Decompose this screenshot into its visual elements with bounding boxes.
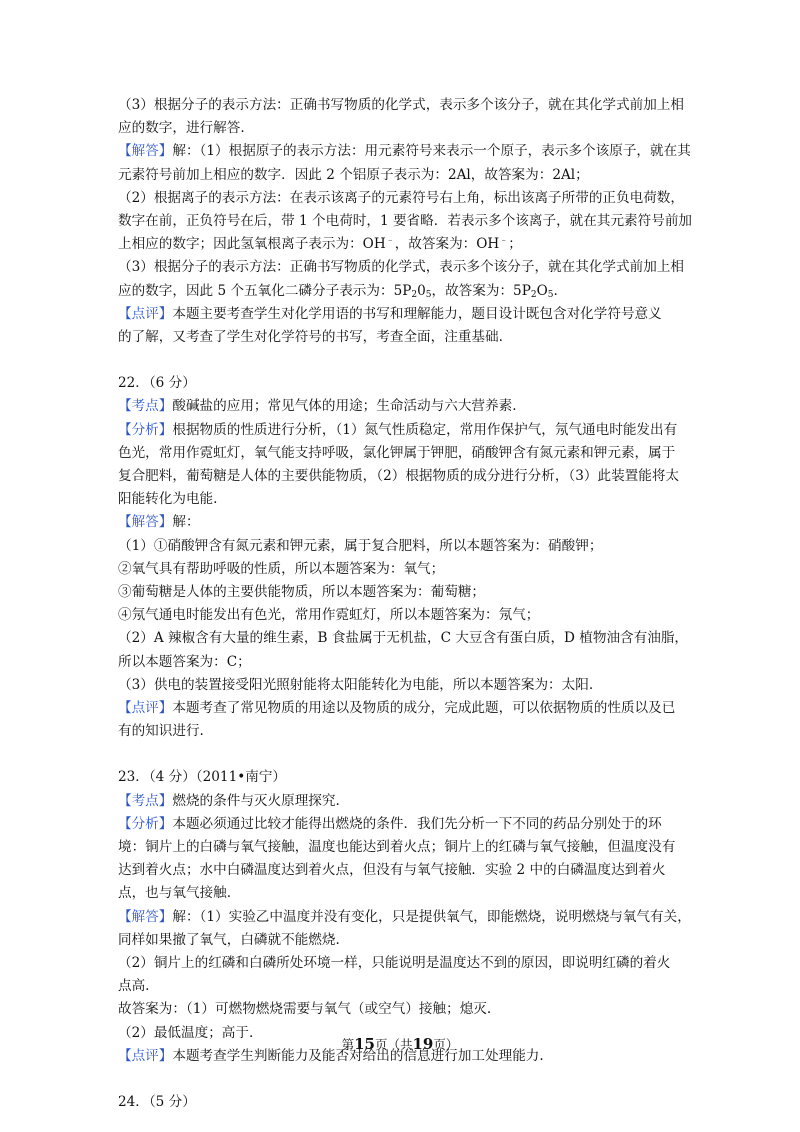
- text: 同样如果撤了氧气，白磷就不能燃烧.: [118, 931, 340, 948]
- footer-text: 页）: [433, 1037, 459, 1052]
- text: ④氖气通电时能发出有色光，常用作霓虹灯，所以本题答案为：氖气；: [118, 607, 540, 624]
- text: 有的知识进行.: [118, 723, 204, 740]
- text: （1）①硝酸钾含有氮元素和钾元素，属于复合肥料，所以本题答案为：硝酸钾；: [118, 537, 603, 554]
- subscript: 5: [547, 289, 554, 300]
- review-tag: 【点评】: [118, 305, 173, 322]
- text-line: [118, 604, 690, 627]
- text-line: [118, 465, 690, 488]
- review-tag: 【点评】: [118, 1047, 173, 1064]
- text: 解：: [172, 514, 200, 531]
- spacer: [118, 1068, 690, 1091]
- text-line: [118, 720, 690, 743]
- text: 点高.: [118, 978, 150, 995]
- question-header: [118, 372, 690, 395]
- text: 解：（1）根据原子的表示方法：用元素符号来表示一个原子，表示多个该原子，就在其: [172, 143, 691, 160]
- text-line: [118, 975, 690, 998]
- text-line: [118, 929, 690, 952]
- text-line: [118, 94, 690, 117]
- text-line: [118, 882, 690, 905]
- text-line: [118, 813, 690, 836]
- text: 所以本题答案为：C；: [118, 653, 251, 670]
- text: 色光，常用作霓虹灯，氧气能支持呼吸，氯化钾属于钾肥，硝酸钾含有氮元素和钾元素，属于: [118, 444, 676, 461]
- analysis-tag: 【分析】: [118, 815, 173, 832]
- footer-text: 第: [341, 1037, 355, 1052]
- text-line: [118, 535, 690, 558]
- text: （2）根据离子的表示方法：在表示该离子的元素符号右上角，标出该离子所带的正负电荷数，: [118, 189, 684, 206]
- text-line: [118, 952, 690, 975]
- text: 本题必须通过比较才能得出燃烧的条件．我们先分析一下不同的药品分别处于的环: [172, 815, 662, 832]
- text: .: [553, 282, 558, 299]
- text: 酸碱盐的应用；常见气体的用途；生命活动与六大营养素.: [172, 398, 517, 415]
- text: 本题主要考查学生对化学用语的书写和理解能力，题目设计既包含对化学符号意义: [172, 305, 662, 322]
- text-line: [118, 627, 690, 650]
- text: ②氧气具有帮助呼吸的性质，所以本题答案为：氧气；: [118, 560, 445, 577]
- text: 24．（5 分）: [118, 1094, 196, 1111]
- text-line: [118, 233, 690, 256]
- text-line: [118, 303, 690, 326]
- text-line: [118, 998, 690, 1021]
- spacer: [118, 743, 690, 766]
- text: 的了解，又考查了学生对化学符号的书写，考查全面，注重基础.: [118, 328, 503, 345]
- text: 0: [417, 282, 426, 299]
- text: 燃烧的条件与灭火原理探究.: [172, 792, 340, 809]
- text: ；: [508, 236, 522, 253]
- text-line: [118, 419, 690, 442]
- answer-tag: 【解答】: [118, 143, 173, 160]
- footer-text: 页（共: [374, 1037, 413, 1052]
- text-line: [118, 395, 690, 418]
- text: （2）A 辣椒含有大量的维生素，B 食盐属于无机盐，C 大豆含有蛋白质，D 植物油含有油脂，: [118, 630, 689, 647]
- text: （3）根据分子的表示方法：正确书写物质的化学式，表示多个该分子，就在其化学式前加上相: [118, 259, 684, 276]
- text: （3）供电的装置接受阳光照射能将太阳能转化为电能，所以本题答案为：太阳.: [118, 676, 594, 693]
- text-line: [118, 906, 690, 929]
- text-line: [118, 651, 690, 674]
- text-line: [118, 674, 690, 697]
- review-tag: 【点评】: [118, 699, 173, 716]
- total-pages: 19: [412, 1035, 434, 1053]
- text: 本题考查学生判断能力及能否对给出的信息进行加工处理能力.: [172, 1047, 544, 1064]
- text-line: [118, 187, 690, 210]
- text: 应的数字，因此 5 个五氧化二磷分子表示为：5P: [118, 282, 412, 299]
- text: 22．（6 分）: [118, 375, 196, 392]
- text: 根据物质的性质进行分析，（1）氮气性质稳定，常用作保护气，氖气通电时能发出有: [172, 421, 678, 438]
- superscript: ﹣: [499, 235, 509, 246]
- subscript: 2: [530, 289, 537, 300]
- text: 数字在前，正负符号在后，带 1 个电荷时，1 要省略．若表示多个该离子，就在其元素符号前加: [118, 212, 693, 229]
- point-tag: 【考点】: [118, 398, 173, 415]
- text-line: [118, 836, 690, 859]
- question-header: [118, 766, 690, 789]
- text-line: [118, 164, 690, 187]
- text-line: [118, 859, 690, 882]
- text-line: [118, 256, 690, 279]
- text: （2）最低温度；高于.: [118, 1024, 254, 1041]
- point-tag: 【考点】: [118, 792, 173, 809]
- text: （2）铜片上的红磷和白磷所处环境一样，只能说明是温度达不到的原因，即说明红磷的着火: [118, 954, 671, 971]
- text: O: [536, 282, 548, 299]
- text-line: [118, 117, 690, 140]
- text: ，故答案为：5P: [431, 282, 531, 299]
- text: 复合肥料，葡萄糖是人体的主要供能物质，（2）根据物质的成分进行分析，（3）此装置能将太: [118, 468, 680, 484]
- text-line: [118, 280, 690, 303]
- subscript: 5: [425, 289, 432, 300]
- text-line: [118, 697, 690, 720]
- text: 应的数字，进行解答.: [118, 120, 245, 137]
- page-number: 15: [354, 1035, 375, 1053]
- text: ，故答案为：OH: [394, 236, 500, 253]
- page-footer: [0, 1035, 800, 1053]
- spacer: [118, 349, 690, 372]
- answer-tag: 【解答】: [118, 908, 173, 925]
- text: 本题考查了常见物质的用途以及物质的成分，完成此题，可以依据物质的性质以及已: [172, 699, 676, 716]
- superscript: ﹣: [385, 235, 395, 246]
- text: 23．（4 分）（2011•南宁）: [118, 769, 287, 786]
- text: 境：铜片上的白磷与氧气接触，温度也能达到着火点；铜片上的红磷与氧气接触，但温度没有: [118, 839, 676, 855]
- text-line: [118, 442, 690, 465]
- text-line: [118, 326, 690, 349]
- text-line: [118, 488, 690, 511]
- text: 阳能转化为电能.: [118, 491, 218, 508]
- text: 元素符号前加上相应的数字．因此 2 个铝原子表示为：2Al，故答案为：2Al；: [118, 166, 589, 183]
- text-line: [118, 210, 693, 233]
- answer-tag: 【解答】: [118, 514, 173, 531]
- page-content: [118, 94, 693, 1114]
- text: （3）根据分子的表示方法：正确书写物质的化学式，表示多个该分子，就在其化学式前加上相: [118, 97, 684, 113]
- text-line: [118, 581, 690, 604]
- text: 达到着火点；水中白磷温度达到着火点，但没有与氧气接触．实验 2 中的白磷温度达到着火: [118, 862, 666, 879]
- text-line: [118, 790, 690, 813]
- text: 上相应的数字；因此氢氧根离子表示为：OH: [118, 236, 386, 253]
- text-line: [118, 558, 690, 581]
- text: 解：（1）实验乙中温度并没有变化，只是提供氧气，即能燃烧，说明燃烧与氧气有关，: [172, 908, 691, 925]
- text: ③葡萄糖是人体的主要供能物质，所以本题答案为：葡萄糖；: [118, 583, 486, 600]
- text-line: [118, 511, 690, 534]
- text: 点，也与氧气接触.: [118, 885, 232, 902]
- text-line: [118, 140, 690, 163]
- question-header: [118, 1091, 690, 1114]
- text: 故答案为：（1）可燃物燃烧需要与氧气（或空气）接触；熄灭.: [118, 1001, 492, 1018]
- analysis-tag: 【分析】: [118, 421, 173, 438]
- subscript: 2: [411, 289, 418, 300]
